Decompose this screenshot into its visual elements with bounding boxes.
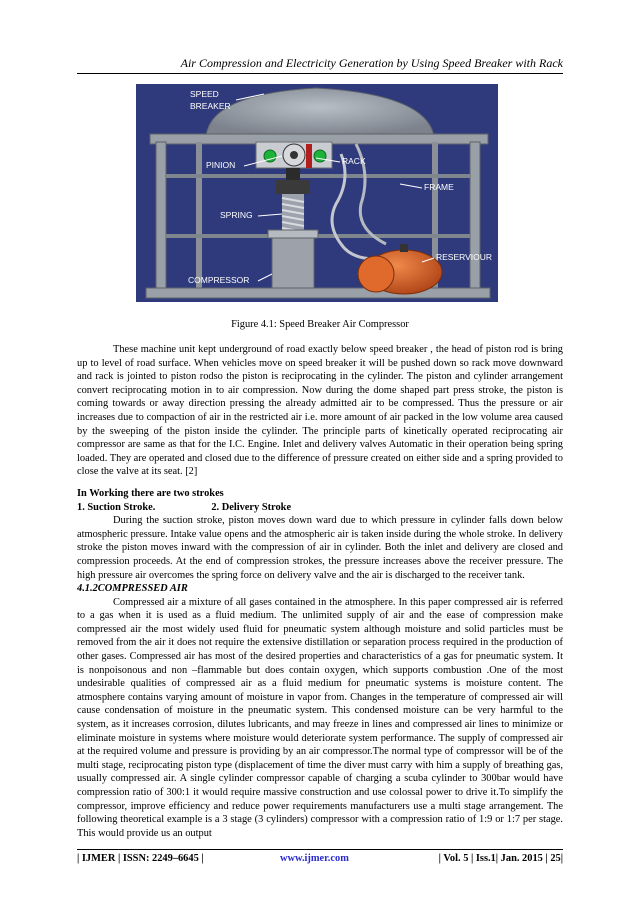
label-breaker: BREAKER — [190, 101, 231, 111]
compressor-cylinder — [272, 234, 314, 288]
frame-right-leg — [470, 142, 480, 294]
paragraph-2: During the suction stroke, piston moves down ward due to which pressure in cylinder falls down below atmospheric pressure. Intake value opens and the atmospheric air is taken inside during the whole stroke. In delivery stroke the piston moves inward with the compression of air in cylinder. Both the inlet and delivery are closed and compression proceeds. At the end of compression strokes, the pressure increases above the receiver pressure. The high pressure air overcomes the spring force on delivery valve and the air is discharged to the receiver tank. — [77, 515, 563, 581]
frame-left-leg — [156, 142, 166, 294]
label-rack: RACK — [342, 156, 366, 166]
figure-illustration — [136, 84, 498, 302]
body-text — [77, 343, 563, 840]
running-header: Air Compression and Electricity Generation by Using Speed Breaker with Rack — [180, 56, 563, 70]
frame-mid-bar — [166, 174, 470, 178]
pressure-valve — [400, 244, 408, 252]
frame-base — [146, 288, 490, 298]
rack-bar — [306, 144, 312, 168]
stroke-2: 2. Delivery Stroke — [211, 501, 292, 513]
frame-inner-leg-left — [196, 142, 202, 292]
footer-journal: | IJMER | ISSN: 2249–6645 | — [77, 853, 204, 864]
piston-head-block — [276, 180, 310, 194]
label-spring: SPRING — [220, 210, 253, 220]
pinion-hub — [290, 151, 298, 159]
footer-website-link[interactable]: www.ijmer.com — [280, 853, 349, 864]
spring — [282, 194, 304, 234]
working-heading: In Working there are two strokes — [77, 487, 224, 499]
footer-volume: | Vol. 5 | Iss.1| Jan. 2015 | 25| — [438, 853, 563, 864]
stroke-1: 1. Suction Stroke. — [77, 501, 156, 513]
label-frame: FRAME — [424, 182, 454, 192]
reservoir-tank-end — [358, 256, 394, 292]
paragraph-gap — [77, 479, 563, 487]
green-gear-right — [314, 150, 326, 162]
label-compressor: COMPRESSOR — [188, 275, 250, 285]
figure-caption: Figure 4.1: Speed Breaker Air Compressor — [231, 319, 409, 330]
compressor-cylinder-top — [268, 230, 318, 238]
label-speed: SPEED — [190, 89, 219, 99]
footer-rule — [77, 849, 563, 850]
label-pinion: PINION — [206, 160, 236, 170]
label-reservoir: RESERVIOUR — [436, 252, 493, 262]
paragraph-3: Compressed air a mixture of all gases contained in the atmosphere. In this paper compressed air is referred to a gas when it is used as a fluid medium. The unlimited supply of air and the ease of compression make compressed air the most widely used fluid for pneumatic system although moisture and solid particles must be removed from the air it does not require the extensive distillation or separation process required in the production of other gases. Compressed air has most of the desired properties and characteristics of a gas for pneumatic system. It is nonpoisonous and non –flammable but does contain oxygen, which supports combustion .One of the most undesirable qualities of compressed air as a fluid medium for pneumatic systems is moisture content. The atmosphere contains varying amount of moisture in vapor from. Changes in the temperature of compressed air will cause condensation of moisture in the pneumatic system. This condensed moisture can be very harmful to the system, as it increases corrosion, dilutes lubricants, and may freeze in lines and compressed air lines to minimize or eliminate moisture in systems where moisture would deteriorate system performance. The supply of compressed air at the required volume and pressure is providing by an air compressor.The normal type of compressor will be of the multi stage, reciprocating piston type (displacement of time the diver must carry with him a supply of breathing gas, usually compressed air. A single cylinder compressor capable of charging a scuba cylinder to 300bar would have compression ratio of 300:1 it would require massive construction and use colossal power to drive it.To simplify the compressor, improve efficiency and reduce power requirements manufacturers use a multi stage arrangement. The following theoretical example is a 3 stage (3 cylinders) compressor with a compression ratio of 1:9 or 1:7 per stage. This would provide us an output — [77, 596, 563, 839]
paragraph-1: These machine unit kept underground of road exactly below speed breaker , the head of piston rod is bring up to level of road surface. When vehicles move on speed breaker it will be pushed down so rack move downward and rack is jointed to piston rodso the piston is reciprocating in the cylinder. The piston and cylinder arrangement convert reciprocating motion in to air compression. Now during the dome shaped part press stroke, the piston is coming towards or away direction pressing the already admitted air to be compressed. Thus the pressure or air increases due to compaction of air in the restricted air i.e. more amount of air packed in the low volume area caused by the sweeping of the piston inside the cylinder. The principle parts of kinetically operated reciprocating air compressor are same as that for the I.C. Engine. Inlet and delivery valves Automatic in their operation being spring loaded. They are operated and closed due to the difference of pressure created on either side and a spring provided to close the valve at its seat. [2] — [77, 344, 563, 478]
section-heading: 4.1.2COMPRESSED AIR — [77, 583, 188, 595]
header-rule — [77, 73, 563, 74]
figure-speed-breaker-compressor — [136, 84, 498, 302]
strokes-list — [77, 501, 563, 515]
